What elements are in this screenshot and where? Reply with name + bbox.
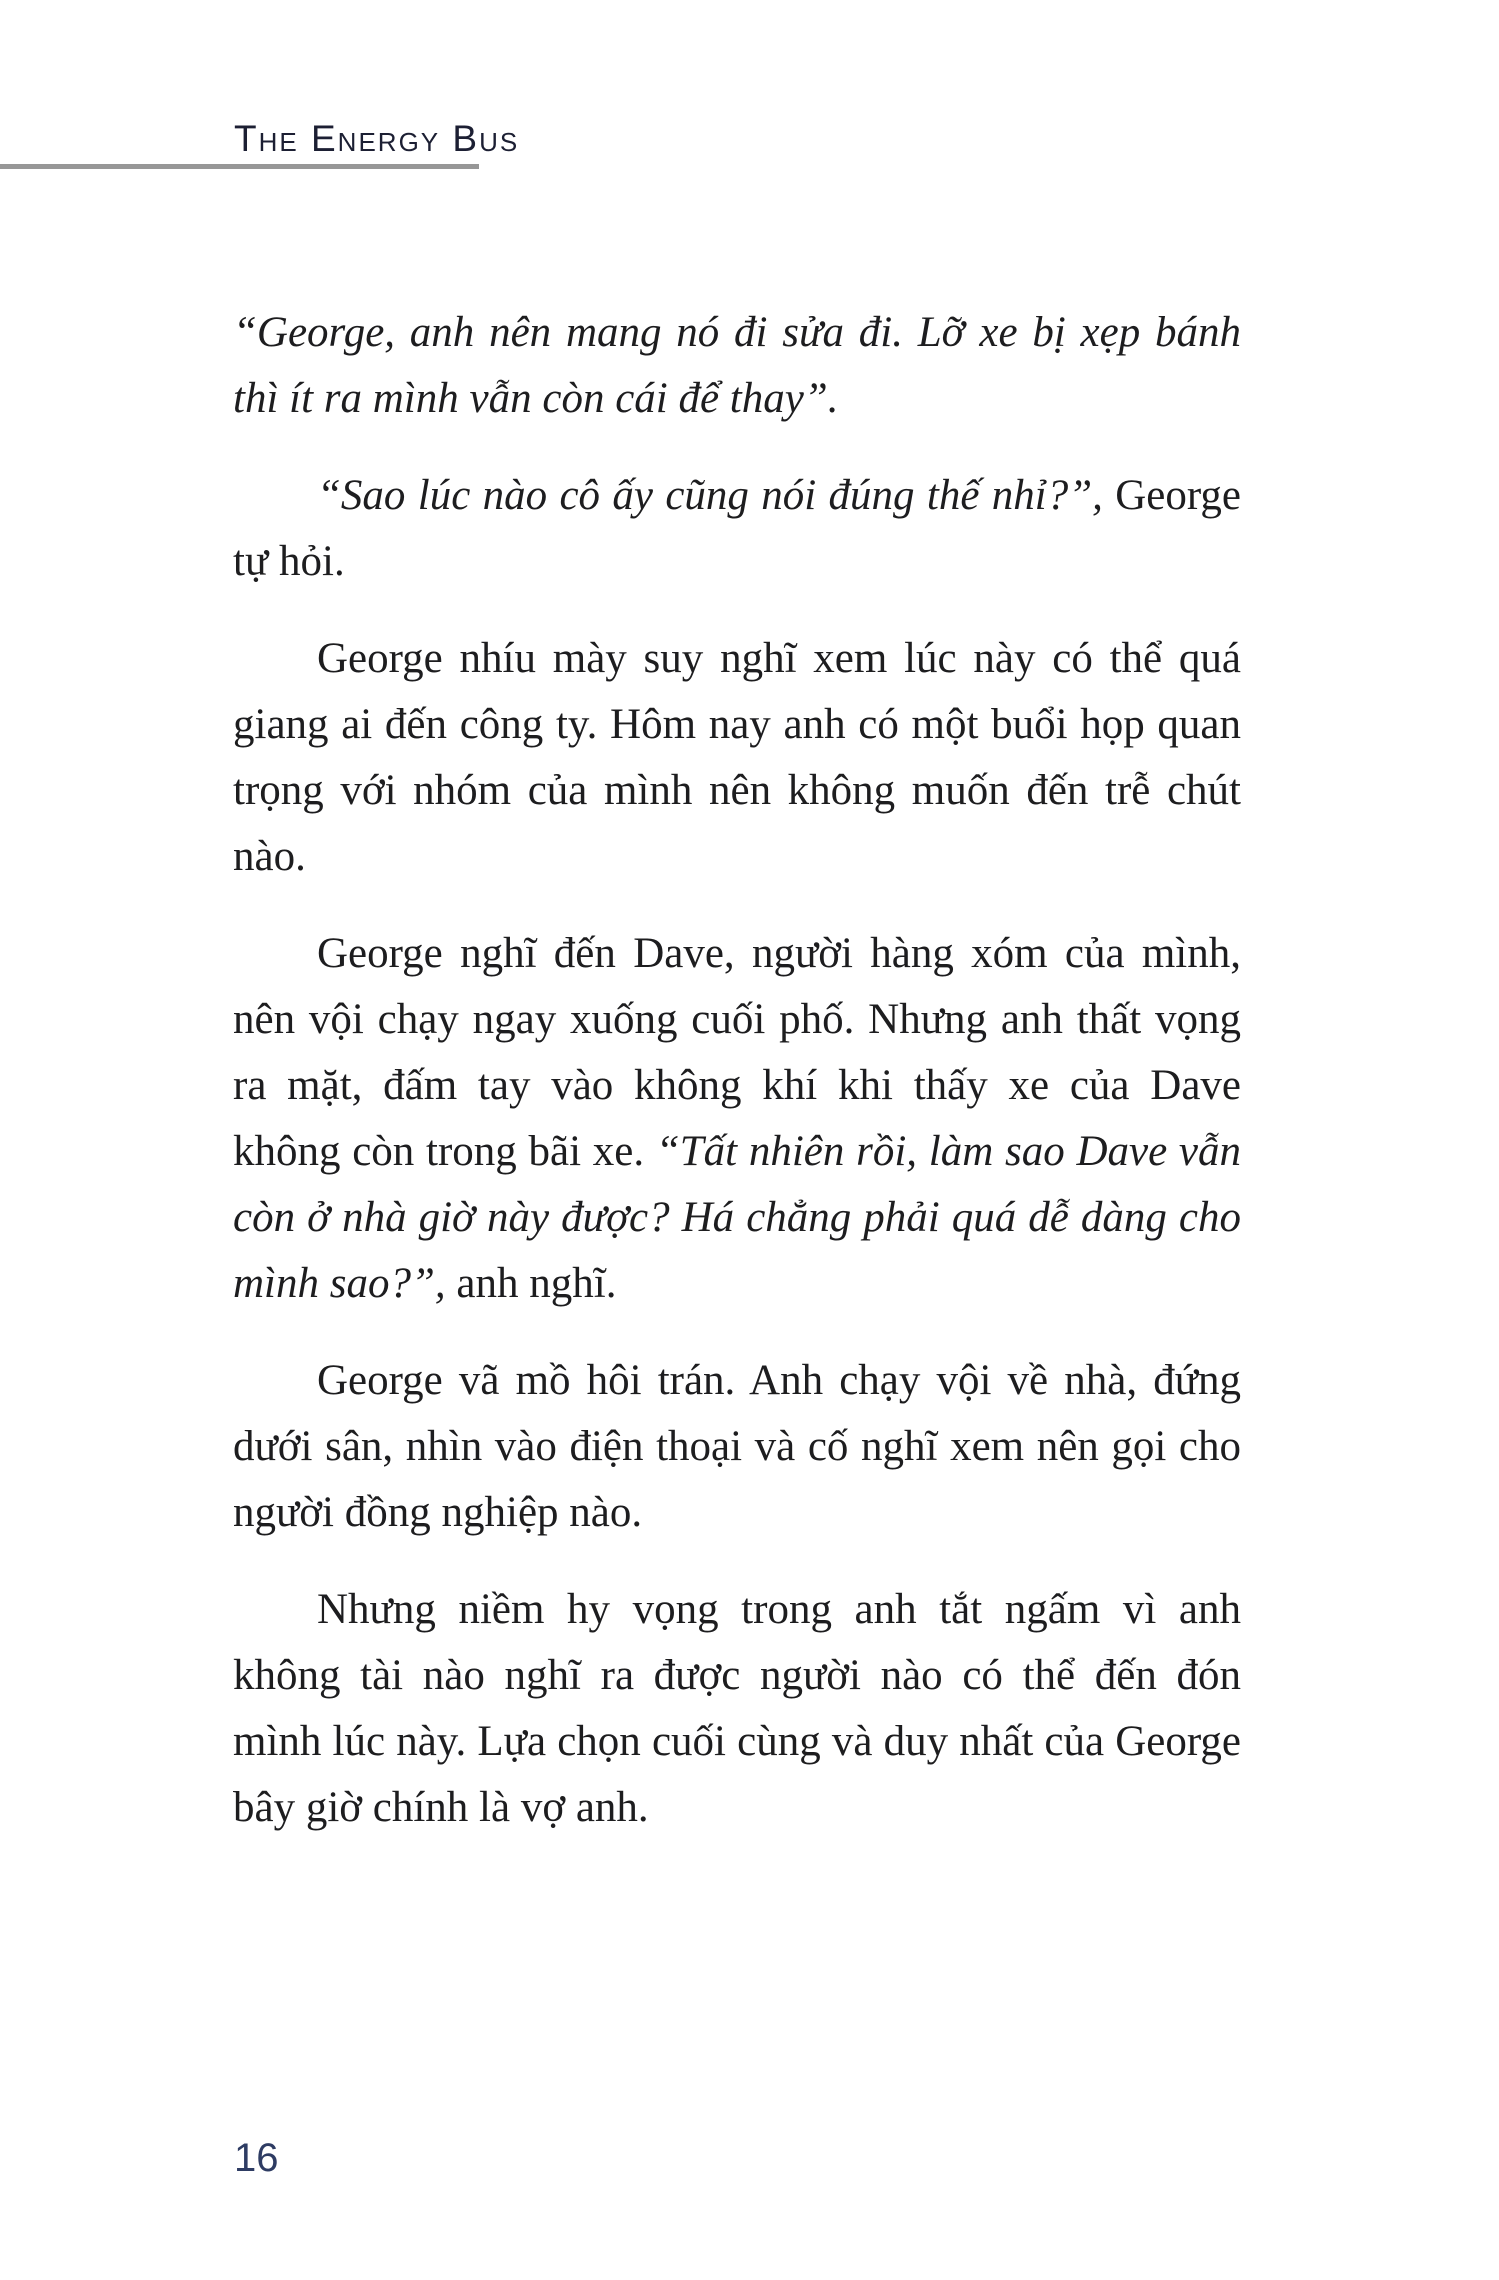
running-head-title: The Energy Bus bbox=[234, 118, 520, 159]
body-paragraph bbox=[233, 1577, 1241, 1841]
text-segment: “Sao lúc nào cô ấy cũng nói đúng thế nhỉ?”, bbox=[317, 472, 1103, 519]
body-paragraph bbox=[233, 300, 1241, 432]
text-block bbox=[233, 300, 1241, 1872]
text-segment: “George, anh nên mang nó đi sửa đi. Lỡ xe bị xẹp bánh thì ít ra mình vẫn còn cái để thay”. bbox=[233, 309, 1241, 422]
text-segment: “Tất nhiên rồi, làm sao Dave vẫn còn ở nhà giờ này được? Há chẳng phải quá dễ dàng cho mình sao?”, bbox=[233, 1128, 1241, 1307]
body-paragraph bbox=[233, 1348, 1241, 1546]
text-segment: George tự hỏi. bbox=[233, 472, 1241, 585]
text-segment: George nghĩ đến Dave, người hàng xóm của mình, nên vội chạy ngay xuống cuối phố. Nhưng anh thất vọng ra mặt, đấm tay vào không khí khi thấy xe của Dave không còn trong bãi xe. bbox=[233, 930, 1241, 1175]
body-paragraph bbox=[233, 463, 1241, 595]
body-paragraph bbox=[233, 921, 1241, 1317]
text-segment: George nhíu mày suy nghĩ xem lúc này có thể quá giang ai đến công ty. Hôm nay anh có một buổi họp quan trọng với nhóm của mình nên không muốn đến trễ chút nào. bbox=[233, 635, 1241, 880]
text-segment: Nhưng niềm hy vọng trong anh tắt ngấm vì anh không tài nào nghĩ ra được người nào có thể đến đón mình lúc này. Lựa chọn cuối cùng và duy nhất của George bây giờ chính là vợ anh. bbox=[233, 1586, 1241, 1831]
text-segment: anh nghĩ. bbox=[445, 1260, 617, 1307]
header-rule bbox=[0, 164, 479, 169]
page-number-label: 16 bbox=[234, 2136, 279, 2180]
text-segment: George vã mồ hôi trán. Anh chạy vội về nhà, đứng dưới sân, nhìn vào điện thoại và cố nghĩ xem nên gọi cho người đồng nghiệp nào. bbox=[233, 1357, 1241, 1536]
body-paragraph bbox=[233, 626, 1241, 890]
